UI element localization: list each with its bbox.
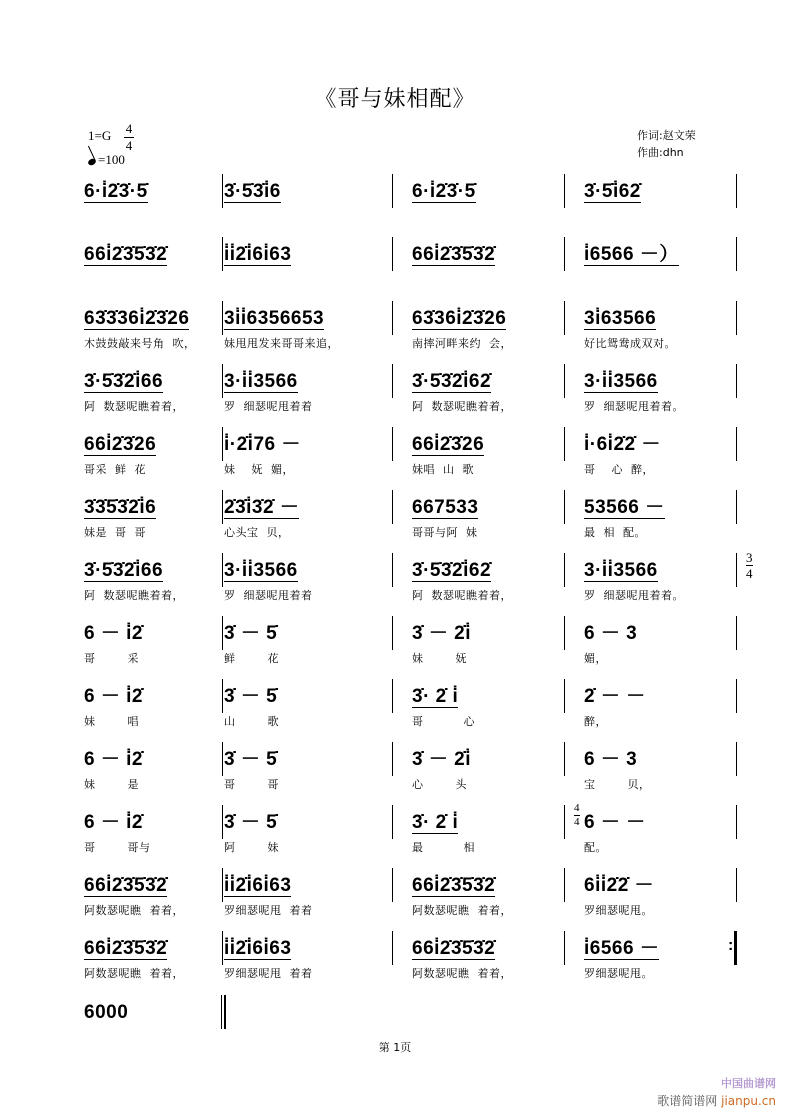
barline [736,237,737,271]
measure-notes: 3̇ － 5̇ [224,812,278,833]
measure-notes: 6 － i̇2̇ [84,623,143,644]
barline [736,490,737,524]
measure-notes: 2̇3̇i̇3̇2̇ － [224,497,300,518]
score-row [84,746,744,791]
barline [392,742,393,776]
measure-notes: 6 － － [584,812,646,833]
barline [564,427,565,461]
score-row [84,494,744,539]
barline [736,805,737,839]
measure-lyrics: 罗细瑟呢甩。 [584,967,653,980]
watermark-site: jianpu.cn [721,1094,776,1108]
score-row [84,368,744,413]
measure-lyrics: 哥 采 [84,652,139,665]
time-signature-change: 3 4 [746,550,753,581]
score-row [84,683,744,728]
barline [564,931,565,965]
barline [222,364,223,398]
measure-notes: i̇·2̇i̇76 － [224,434,301,455]
barline [736,616,737,650]
measure-notes: 6 － i̇2̇ [84,812,143,833]
measure-lyrics: 妹 妩 [412,652,467,665]
watermark [657,1075,776,1109]
barline [222,174,223,208]
barline [392,616,393,650]
final-barline-thick [224,995,226,1029]
measure-notes: i̇i̇2̇i̇6i̇63 [224,244,292,265]
barline [392,237,393,271]
credits [637,127,696,161]
measure-lyrics: 阿 数瑟呢瞧着着， [84,400,184,413]
quarter-note-icon [87,158,97,167]
measure-lyrics: 阿 妹 [224,841,279,854]
score-row [84,872,744,917]
barline [736,868,737,902]
measure-notes: 3̇ － 5̇ [224,686,278,707]
measure-notes: 66i̇2̇3̇5̇3̇2̇ [412,938,496,959]
barline [222,679,223,713]
barline [564,364,565,398]
measure-notes: 667533 [412,497,479,518]
measure-lyrics: 哥 哥与 [84,841,151,854]
measure-notes: 63̇3̇36i̇2̇3̇26 [84,308,190,329]
score-title: 《哥与妹相配》 [314,87,476,112]
barline [564,616,565,650]
barline [222,427,223,461]
barline [222,868,223,902]
repeat-end-dots: : [728,937,734,954]
measure-lyrics: 妹 妩 媚， [224,463,294,476]
barline [564,868,565,902]
score-row [84,620,744,665]
measure-notes: 3̇·5̇3̇2̇i̇66 [84,371,164,392]
measure-notes: i̇6566 －） [584,244,679,265]
time-signature: 4 4 [125,121,133,153]
measure-notes: 3·i̇i̇3566 [224,560,298,581]
measure-notes: 3̇· 2̇ i̇ [412,812,459,833]
measure-notes: 53566 － [584,497,665,518]
measure-notes: 6 － 3 [584,623,638,644]
score-row [84,550,753,602]
measure-notes: 6i̇i̇2̇2̇ － [584,875,655,896]
measure-lyrics: 最 相 配。 [584,526,646,539]
measure-lyrics: 心头宝 贝， [224,526,290,539]
score-row [84,999,744,1039]
measure-notes: 66i̇2̇3̇26 [412,434,485,455]
barline [736,742,737,776]
barline [392,301,393,335]
measure-notes: 3̇·5̇3̇i̇6 [224,181,281,202]
measure-lyrics: 木鼓鼓敲来号角 吹， [84,337,196,350]
measure-lyrics: 南摔河畔来约 会， [412,337,512,350]
key-label: 1=G [88,128,112,143]
measure-notes: 66i̇2̇3̇5̇3̇2̇ [412,875,496,896]
measure-notes: 6·i̇2̇3̇·5̇ [412,181,476,202]
barline [392,490,393,524]
measure-lyrics: 宝 贝， [584,778,651,791]
measure-lyrics: 醉， [584,715,607,728]
barline [564,742,565,776]
measure-lyrics: 心 头 [412,778,467,791]
measure-notes: 3̇·5̇3̇2̇i̇62̇ [412,371,492,392]
measure-lyrics: 罗细瑟呢甩。 [584,904,653,917]
measure-notes: 3·i̇i̇3566 [584,371,658,392]
measure-lyrics: 妹 唱 [84,715,139,728]
measure-lyrics: 哥哥与阿 妹 [412,526,478,539]
measure-notes: 6000 [84,1002,129,1023]
measure-notes: 3̇·5̇3̇2̇i̇62̇ [412,560,492,581]
measure-notes: 6 － i̇2̇ [84,686,143,707]
measure-lyrics: 哥采 鲜 花 [84,463,146,476]
barline [564,553,565,587]
measure-lyrics: 好比鸳鸯成双对。 [584,337,676,350]
measure-notes: 6 － 3 [584,749,638,770]
barline [564,237,565,271]
measure-lyrics: 阿数瑟呢瞧 着着， [412,967,512,980]
measure-lyrics: 罗细瑟呢甩 着着 [224,904,313,917]
measure-lyrics: 鲜 花 [224,652,279,665]
barline [564,805,565,839]
measure-notes: i̇·6i̇2̇2̇ － [584,434,661,455]
measure-lyrics: 妹 是 [84,778,139,791]
key-signature [88,121,133,153]
composer: 作曲:dhn [637,146,684,159]
barline [392,364,393,398]
measure-notes: 3i̇i̇6356653 [224,308,325,329]
measure-notes: 3·i̇i̇3566 [224,371,298,392]
barline [222,616,223,650]
page-number: 第 1页 [378,1041,412,1054]
measure-lyrics: 哥 心 醉， [584,463,654,476]
measure-lyrics: 山 歌 [224,715,279,728]
score-row [84,802,744,854]
measure-lyrics: 妹唱 山 歌 [412,463,474,476]
measure-lyrics: 阿数瑟呢瞧 着着， [84,904,184,917]
barline [222,805,223,839]
barline [736,931,737,965]
measure-notes: 3̇· 2̇ i̇ [412,686,459,707]
barline [736,364,737,398]
barline [392,931,393,965]
barline [222,490,223,524]
barline [564,174,565,208]
measure-lyrics: 阿 数瑟呢瞧着着， [84,589,184,602]
measure-lyrics: 罗 细瑟呢甩着着。 [584,400,684,413]
barline [222,237,223,271]
measure-notes: 66i̇2̇3̇5̇3̇2̇ [412,244,496,265]
measure-notes: i̇i̇2̇i̇6i̇63 [224,938,292,959]
measure-lyrics: 最 相 [412,841,475,854]
measure-lyrics: 阿 数瑟呢瞧着着， [412,400,512,413]
measure-notes: 66i̇2̇3̇5̇3̇2̇ [84,875,168,896]
score-row [84,241,744,281]
watermark-logo: 中国曲谱网 [721,1077,776,1090]
measure-notes: i̇6566 － [584,938,660,959]
barline [564,679,565,713]
measure-lyrics: 阿数瑟呢瞧 着着， [84,967,184,980]
measure-notes: 3̇ － 2̇i̇ [412,623,471,644]
score-row [84,935,744,980]
barline [392,174,393,208]
barline [392,553,393,587]
repeat-barline [734,931,736,965]
barline [222,742,223,776]
measure-lyrics: 罗 细瑟呢甩着着 [224,589,313,602]
measure-lyrics: 罗 细瑟呢甩着着。 [584,589,684,602]
measure-lyrics: 媚， [584,652,607,665]
measure-notes: 3̇ － 2̇i̇ [412,749,471,770]
tempo-marking: =100 [88,152,125,168]
measure-lyrics: 阿数瑟呢瞧 着着， [412,904,512,917]
measure-notes: 2̇ － － [584,686,646,707]
measure-lyrics: 罗细瑟呢甩 着着 [224,967,313,980]
measure-notes: 6 － i̇2̇ [84,749,143,770]
barline [392,868,393,902]
score-row [84,178,744,218]
measure-notes: 3̇3̇5̇3̇2̇i̇6 [84,497,157,518]
barline [222,931,223,965]
measure-lyrics: 妹是 哥 哥 [84,526,146,539]
measure-notes: i̇i̇2̇i̇6i̇63 [224,875,292,896]
measure-lyrics: 妹甩甩发来哥哥来追， [224,337,339,350]
barline [736,427,737,461]
measure-notes: 66i̇2̇3̇5̇3̇2̇ [84,244,168,265]
barline [392,679,393,713]
measure-lyrics: 罗 细瑟呢甩着着 [224,400,313,413]
measure-notes: 3·i̇i̇3566 [584,560,658,581]
barline [736,553,737,587]
barline [736,174,737,208]
measure-notes: 3̇·5̇3̇2̇i̇66 [84,560,164,581]
measure-lyrics: 哥 心 [412,715,475,728]
final-barline-thin [221,995,222,1029]
measure-notes: 66i̇2̇3̇5̇3̇2̇ [84,938,168,959]
barline [392,805,393,839]
score-row [84,305,744,350]
measure-lyrics: 配。 [584,841,607,854]
measure-notes: 3i̇63566 [584,308,657,329]
barline [564,490,565,524]
time-signature-change: 4 4 [574,802,580,828]
measure-notes: 3̇ － 5̇ [224,749,278,770]
score-row [84,431,744,476]
measure-lyrics: 哥 哥 [224,778,279,791]
barline [392,427,393,461]
barline [564,301,565,335]
barline [736,679,737,713]
barline [736,301,737,335]
barline [222,301,223,335]
lyricist: 作词:赵文荣 [637,129,696,142]
measure-notes: 6·i̇2̇3̇·5̇ [84,181,148,202]
measure-notes: 3̇·5̇i̇62̇ [584,181,641,202]
measure-lyrics: 阿 数瑟呢瞧着着， [412,589,512,602]
measure-notes: 3̇ － 5̇ [224,623,278,644]
measure-notes: 63̇36i̇2̇3̇26 [412,308,507,329]
watermark-text: 歌谱简谱网 [657,1094,718,1108]
barline [222,553,223,587]
measure-notes: 66i̇2̇3̇26 [84,434,157,455]
